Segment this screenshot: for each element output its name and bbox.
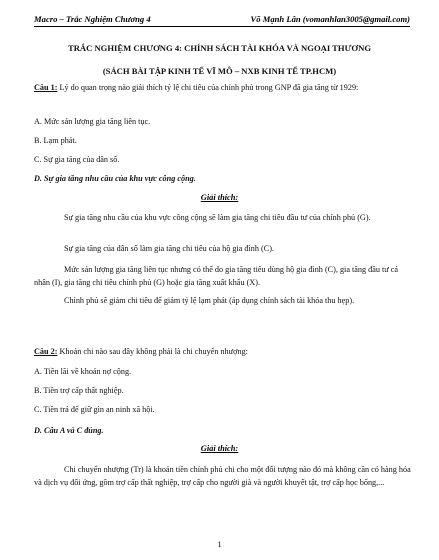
option-b: B. Lạm phát. xyxy=(34,136,77,145)
solution-paragraph: Mức sản lượng gia tăng liên tục nhưng có thể do gia tăng tiêu dùng hộ gia đình (C), gia tăng đầu tư cá nhân (I), gia tăng chi tiêu chính phủ (G) hoặc gia tăng xuất khẩu (X). xyxy=(34,265,399,287)
solution-paragraph: Sự gia tăng của dân số làm gia tăng chi tiêu của hộ gia đình (C). xyxy=(64,244,274,253)
solution-paragraph: Chính phủ sẽ giảm chi tiêu để giảm tỷ lệ lạm phát (áp dụng chính sách tài khóa thu hẹp). xyxy=(64,296,355,305)
option-c: C. Sự gia tăng của dân số. xyxy=(34,155,120,164)
solution-paragraph: Sự gia tăng nhu cầu của khu vực công cộng sẽ làm gia tăng chi tiêu đầu tư của chính phủ (G). xyxy=(64,213,371,222)
question-text: Lý do quan trọng nào giải thích tỷ lệ chi tiêu của chính phủ trong GNP đã gia tăng từ 1929: xyxy=(57,83,359,92)
page-number: 1 xyxy=(217,540,222,549)
document-title: TRẮC NGHIỆM CHƯƠNG 4: CHÍNH SÁCH TÀI KHÓA VÀ NGOẠI THƯƠNG xyxy=(67,43,372,53)
question-1 xyxy=(34,82,412,95)
document-subtitle: (SÁCH BÀI TẬP KINH TẾ VĨ MÔ – NXB KINH TẾ TP.HCM) xyxy=(102,66,337,76)
question-text: Khoản chi nào sau đây không phải là chi chuyển nhượng: xyxy=(57,347,248,356)
option-b: B. Tiền trợ cấp thất nghiệp. xyxy=(34,386,124,395)
answer: D. Sự gia tăng nhu cầu của khu vực công cộng. xyxy=(34,174,196,183)
question-label: Câu 1: xyxy=(34,83,58,92)
page-header xyxy=(34,12,410,27)
question-2 xyxy=(34,346,412,359)
header-author: Võ Mạnh Lân (vomanhlan3005@gmail.com) xyxy=(250,14,410,24)
solution-heading: Giải thích: xyxy=(200,444,239,453)
question-label: Câu 2: xyxy=(34,347,58,356)
option-a: A. Mức sản lượng gia tăng liên tục. xyxy=(34,117,151,126)
option-c: C. Tiền trả để giữ gìn an ninh xã hội. xyxy=(34,405,155,414)
option-a: A. Tiền lãi về khoản nợ cộng. xyxy=(34,367,132,376)
solution-paragraph: Chi chuyển nhượng (Tr) là khoản tiền chính phủ chi cho một đối tượng nào đó mà không cần có hàng hóa và dịch vụ đối ứng, gồm trợ cấp thất nghiệp, trợ cấp cho người già và người khuyết tật, trợ cấp học bổng,... xyxy=(34,465,411,487)
solution-heading: Giải thích: xyxy=(200,193,239,202)
header-chapter: Macro – Trắc Nghiệm Chương 4 xyxy=(34,14,151,24)
answer: D. Câu A và C đúng. xyxy=(34,426,104,435)
